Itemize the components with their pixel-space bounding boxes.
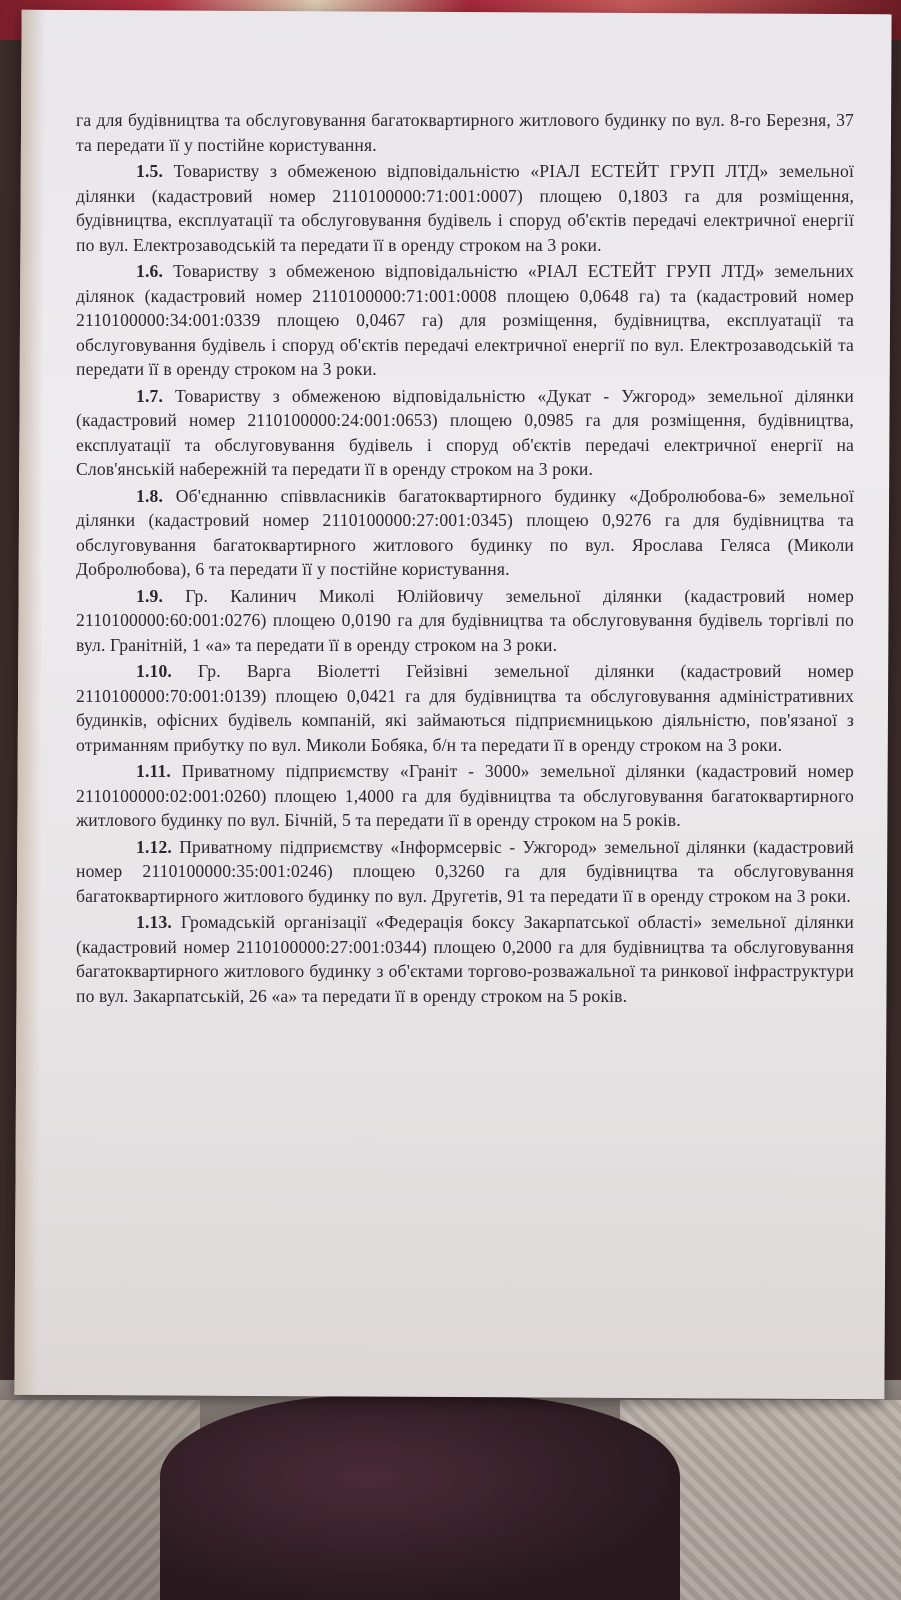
item-1-8	[76, 484, 854, 582]
document-body	[76, 108, 854, 1010]
item-text: Товариству з обмеженою відповідальністю «РІАЛ ЕСТЕЙТ ГРУП ЛТД» земельної ділянки (кадастровий номер 2110100000:71:001:0007) площею 0,1803 га для розміщення, будівництва, експлуатації та обслуговування будівель і споруд об'єктів передачі електричної енергії по вул. Електрозаводській та передати її в оренду строком на 3 роки.	[76, 161, 854, 255]
item-1-5	[76, 159, 854, 257]
item-1-12	[76, 835, 854, 909]
item-text: Гр. Варга Віолетті Гейзівні земельної ділянки (кадастровий номер 2110100000:70:001:0139) площею 0,0421 га для будівництва та обслуговування адміністративних будинків, офісних будівель компаній, які займаються підприємницькою діяльністю, пов'язаної з отриманням прибутку по вул. Миколи Бобяка, б/н та передати її в оренду строком на 3 роки.	[76, 661, 854, 755]
item-text: Товариству з обмеженою відповідальністю «РІАЛ ЕСТЕЙТ ГРУП ЛТД» земельних ділянок (кадастровий номер 2110100000:71:001:0008 площею 0,0648 га) та (кадастровий номер 2110100000:34:001:0339 площею 0,0467 га) для розміщення, будівництва, експлуатації та обслуговування будівель і споруд об'єктів передачі електричної енергії по вул. Електрозаводській та передати її в оренду строком на 3 роки.	[76, 261, 854, 379]
item-1-11	[76, 759, 854, 833]
item-text: Громадській організації «Федерація боксу Закарпатської області» земельної ділянки (кадастровий номер 2110100000:27:001:0344) площею 0,2000 га для будівництва та обслуговування багатоквартирного житлового будинку з об'єктами торгово-розважальної та ринкової інфраструктури по вул. Закарпатській, 26 «а» та передати її в оренду строком на 5 років.	[76, 912, 854, 1006]
item-number: 1.6.	[136, 261, 163, 281]
item-number: 1.11.	[136, 761, 171, 781]
item-text: Об'єднанню співвласників багатоквартирного будинку «Добролюбова-6» земельної ділянки (кадастровий номер 2110100000:27:001:0345) площею 0,9276 га для будівництва та обслуговування багатоквартирного житлового будинку по вул. Ярослава Геляса (Миколи Добролюбова), 6 та передати її у постійне користування.	[76, 485, 854, 579]
item-text: Товариству з обмеженою відповідальністю «Дукат - Ужгород» земельної ділянки (кадастровий номер 2110100000:24:001:0653) площею 0,0985 га для розміщення, будівництва, експлуатації та обслуговування будівель і споруд об'єктів передачі електричної енергії на Слов'янській набережній та передати її в оренду строком на 3 роки.	[76, 385, 854, 479]
item-1-9	[76, 584, 854, 658]
item-number: 1.8.	[136, 485, 163, 506]
item-number: 1.12.	[136, 836, 172, 857]
item-number: 1.9.	[136, 585, 163, 606]
item-text: Приватному підприємству «Граніт - 3000» земельної ділянки (кадастровий номер 2110100000:02:001:0260) площею 1,4000 га для будівництва та обслуговування багатоквартирного житлового будинку по вул. Бічній, 5 та передати її в оренду строком на 5 років.	[76, 761, 854, 830]
item-number: 1.10.	[136, 661, 172, 681]
item-number: 1.5.	[136, 161, 163, 181]
item-1-10	[76, 659, 854, 757]
intro-paragraph: га для будівництва та обслуговування багатоквартирного житлового будинку по вул. 8-го Березня, 37 та передати її у постійне користування.	[76, 110, 854, 155]
item-1-6	[76, 259, 854, 382]
item-number: 1.13.	[136, 912, 172, 932]
item-number: 1.7.	[136, 385, 163, 406]
item-1-7	[76, 384, 854, 482]
background-cloth	[160, 1395, 680, 1600]
sheet-left-edge	[14, 10, 45, 1395]
item-1-13	[76, 910, 854, 1008]
item-text: Гр. Калинич Миколі Юлійовичу земельної ділянки (кадастровий номер 2110100000:60:001:0276) площею 0,0190 га для будівництва та обслуговування будівель торгівлі по вул. Гранітній, 1 «а» та передати її в оренду строком на 3 роки.	[76, 585, 854, 655]
item-text: Приватному підприємству «Інформсервіс - Ужгород» земельної ділянки (кадастровий номер 2110100000:35:001:0246) площею 0,3260 га для будівництва та обслуговування багатоквартирного житлового будинку по вул. Другетів, 91 та передати її в оренду строком на 3 роки.	[76, 836, 854, 906]
